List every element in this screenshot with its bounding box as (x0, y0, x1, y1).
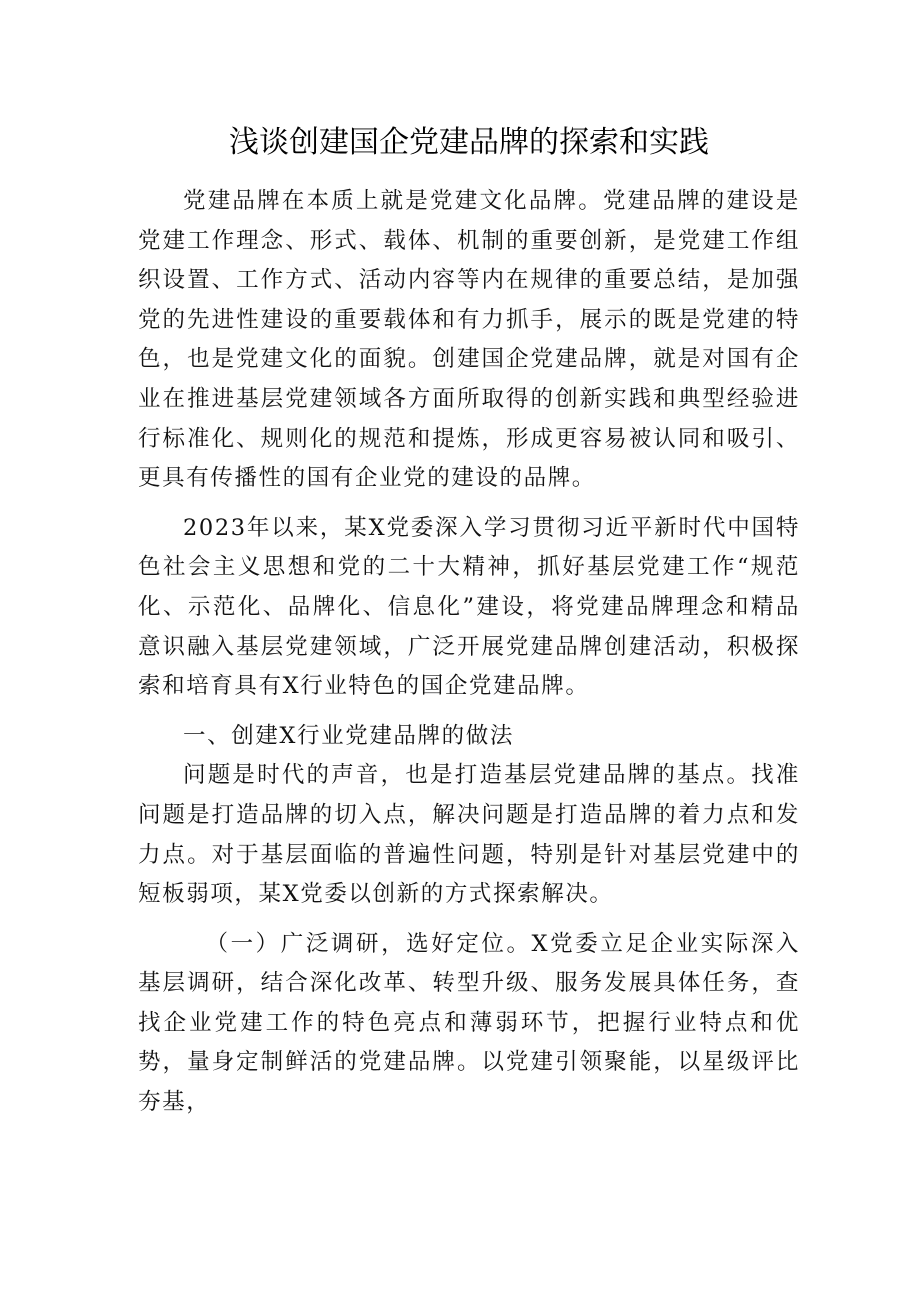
section-heading-1: 一、创建X行业党建品牌的做法 (183, 722, 514, 749)
body-paragraph-1: 党建品牌在本质上就是党建文化品牌。党建品牌的建设是党建工作理念、形式、载体、机制的重要创新，是党建工作组织设置、工作方式、活动内容等内在规律的重要总结，是加强党的先进性建设的重要载体和有力抓手，展示的既是党建的特色，也是党建文化的面貌。创建国企党建品牌，就是对国有企业在推进基层党建领域各方面所取得的创新实践和典型经验进行标准化、规则化的规范和提炼，形成更容易被认同和吸引、更具有传播性的国有企业党的建设的品牌。 (138, 188, 800, 492)
document-title: 浅谈创建国企党建品牌的探索和实践 (229, 125, 709, 160)
subsection-paragraph-1: （一）广泛调研，选好定位。X党委立足企业实际深入基层调研，结合深化改革、转型升级、服务发展具体任务，查找企业党建工作的特色亮点和薄弱环节，把握行业特点和优势，量身定制鲜活的党建品牌。以党建引领聚能，以星级评比夯基， (138, 930, 800, 1116)
section-paragraph-1: 问题是时代的声音，也是打造基层党建品牌的基点。找准问题是打造品牌的切入点，解决问题是打造品牌的着力点和发力点。对于基层面临的普遍性问题，特别是针对基层党建中的短板弱项，某X党委以创新的方式探索解决。 (138, 762, 800, 908)
body-paragraph-2: 2023年以来，某X党委深入学习贯彻习近平新时代中国特色社会主义思想和党的二十大精神，抓好基层党建工作“规范化、示范化、品牌化、信息化”建设，将党建品牌理念和精品意识融入基层党建领域，广泛开展党建品牌创建活动，积极探索和培育具有X行业特色的国企党建品牌。 (138, 514, 800, 700)
